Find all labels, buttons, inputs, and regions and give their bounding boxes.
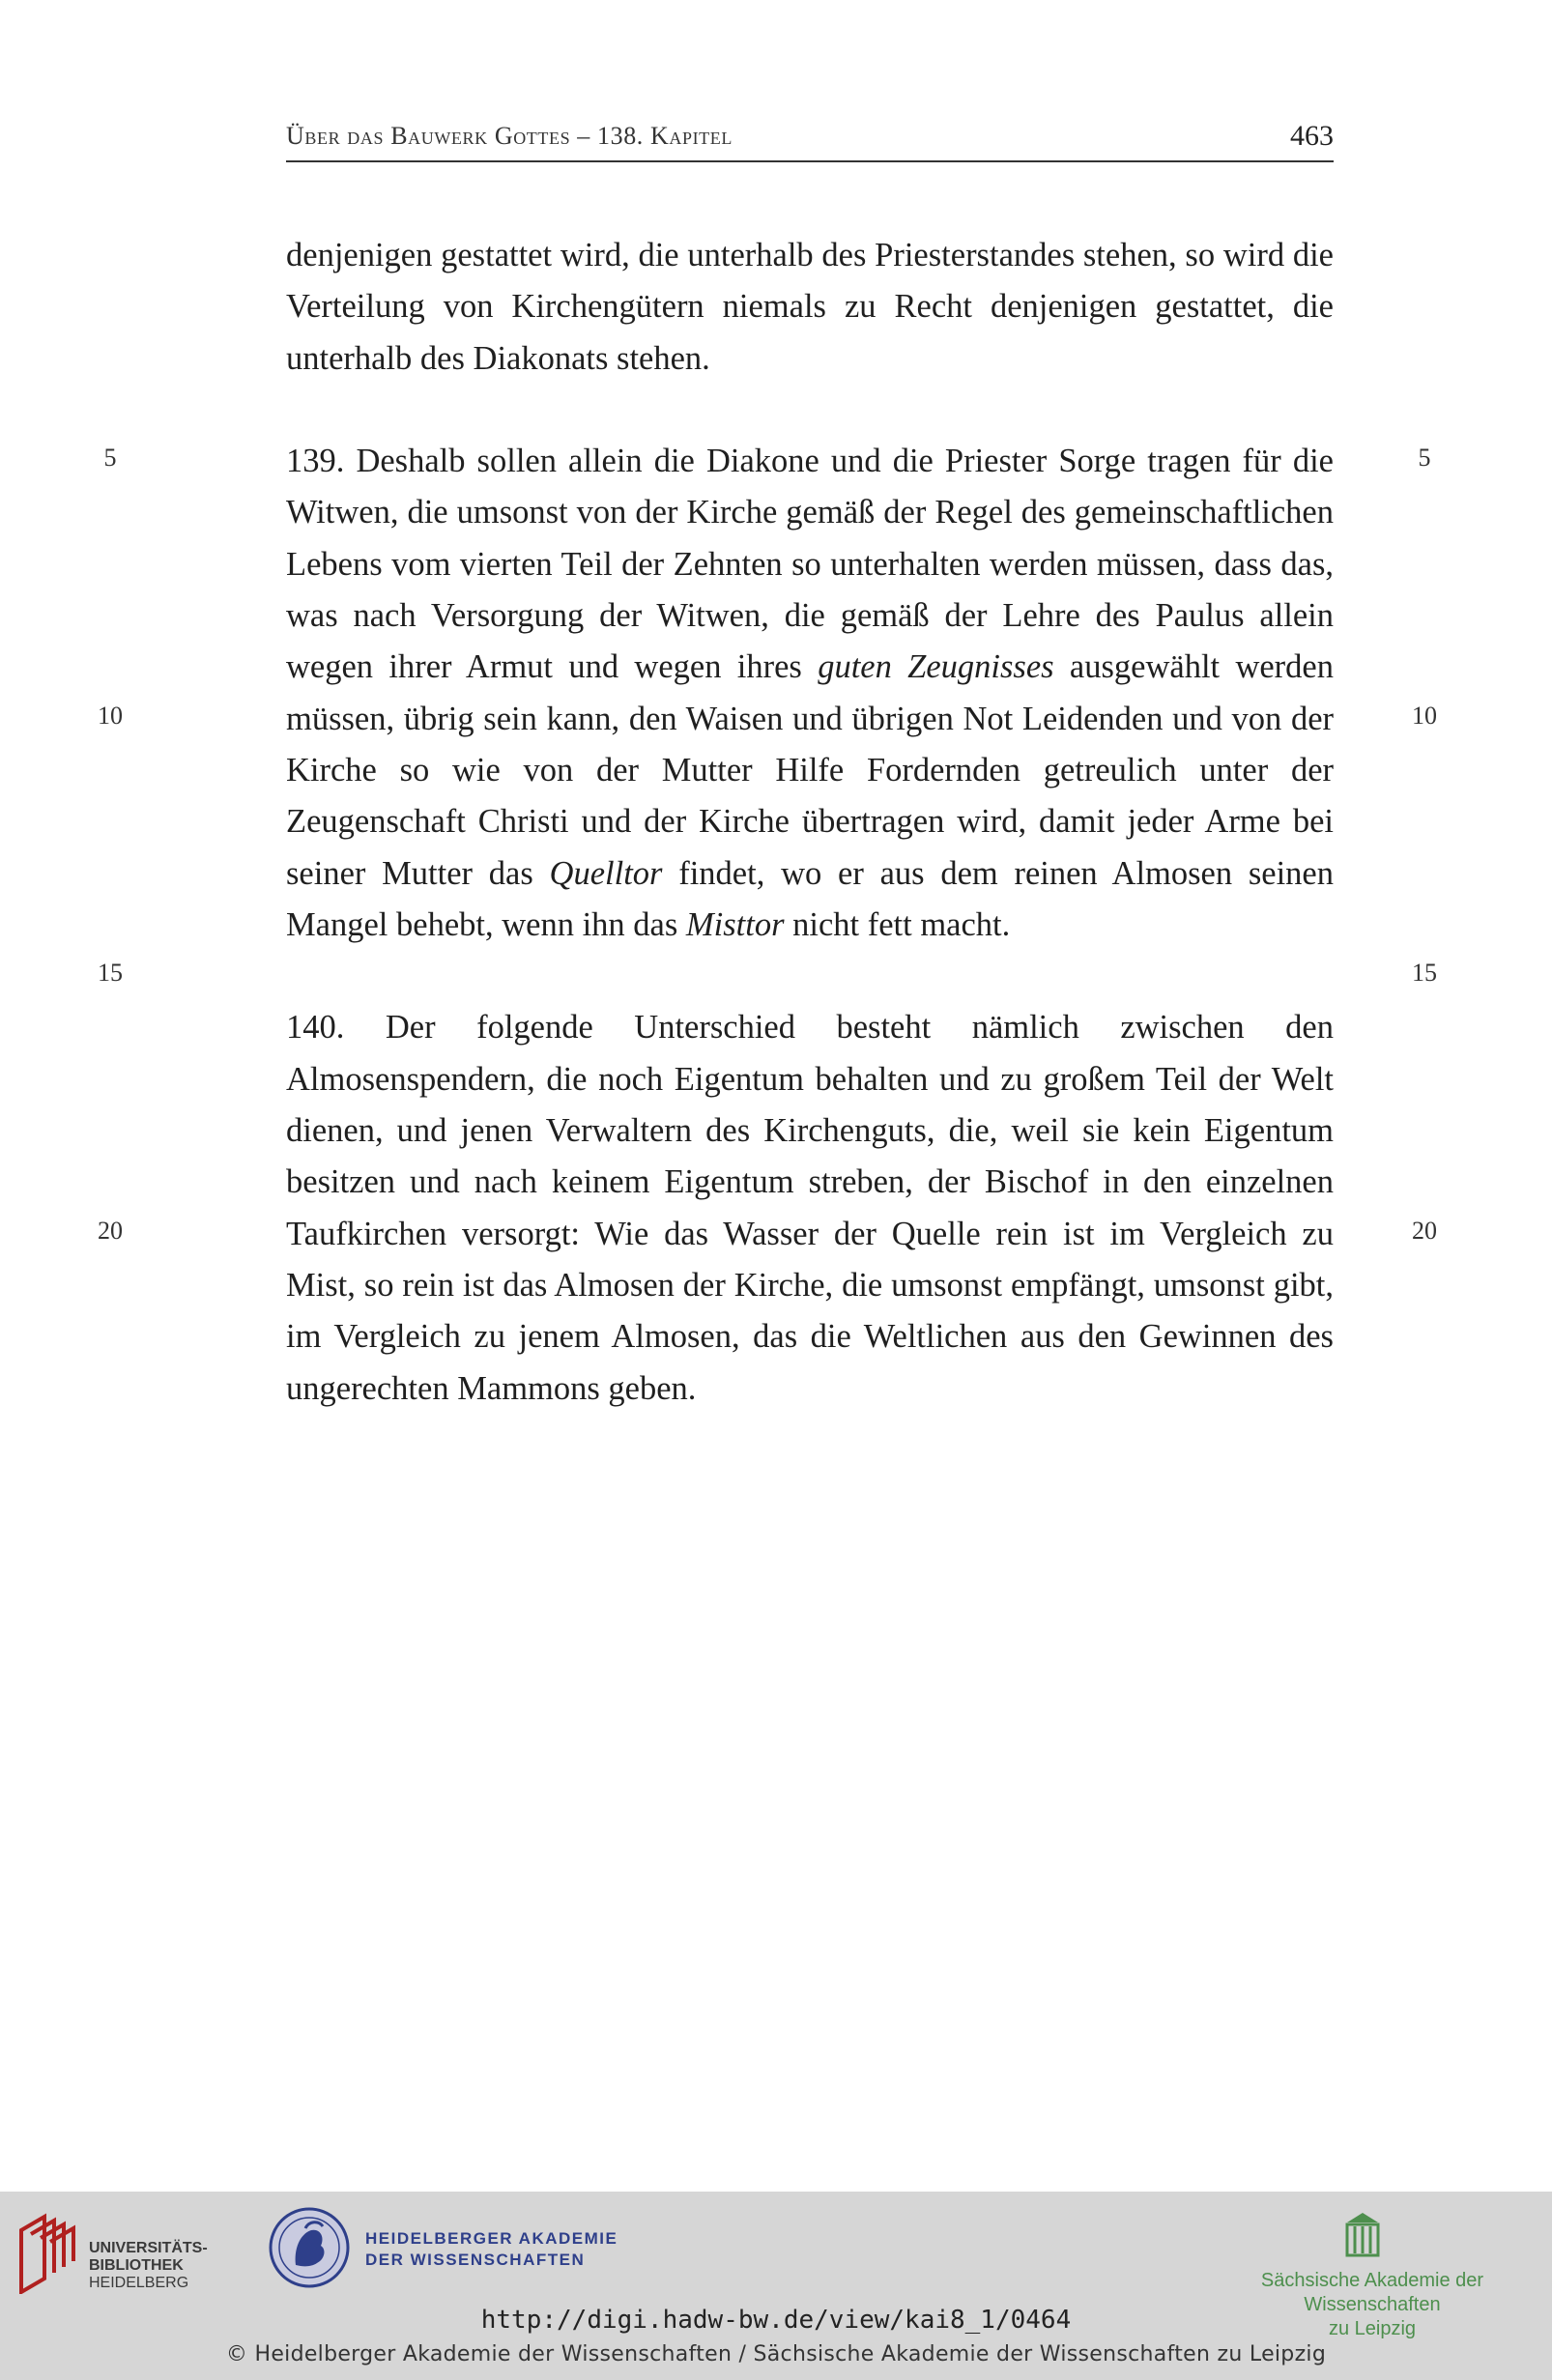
footer-bar [0,2192,1552,2380]
hadw-line-1: HEIDELBERGER AKADEMIE [365,2229,618,2248]
academy-building-icon [1343,2209,1382,2259]
saw-line-1: Sächsische Akademie der Wissenschaften [1260,2270,1484,2315]
hadw-line-2: DER WISSENSCHAFTEN [365,2251,586,2269]
page-number: 463 [1290,120,1334,152]
ub-line-1: UNIVERSITÄTS- [89,2240,208,2256]
line-number-left: 5 [103,444,117,472]
minerva-seal-icon [267,2205,352,2290]
copyright-notice: © Heidelberger Akademie der Wissenschaften / Sächsische Akademie der Wissenschaften zu Leipzig [225,2342,1327,2366]
text-run: 139. Deshalb sollen allein die Diakone und die Priester Sorge tragen für die Witwen, die umsonst von der Kirche gemäß der Regel des gemeinschaftlichen Lebens vom vierten Teil der Zehnten so unterhalten werden müssen, dass das, was nach Versorgung der Witwen, die gemäß der Lehre des Paulus allein wegen ihrer Armut und wegen ihres [286,443,1334,686]
library-building-icon [15,2211,77,2294]
line-number-right: 20 [1412,1217,1437,1245]
line-number-left: 20 [98,1217,123,1245]
text-run: findet, wo er aus dem reinen Almosen seinen Mangel behebt, wenn ihn das [286,854,1334,943]
line-number-left: 15 [98,959,123,987]
line-number-left: 10 [98,702,123,730]
academy-seal-logo[interactable] [267,2205,352,2295]
italic-text: guten Zeugnisses [818,648,1054,686]
saw-line-2: zu Leipzig [1328,2318,1417,2339]
paragraph [286,230,1334,385]
heidelberg-academy-name [365,2228,618,2271]
permalink-url[interactable]: http://digi.hadw-bw.de/view/kai8_1/0464 [480,2306,1072,2335]
ub-line-2: BIBLIOTHEK [89,2257,184,2274]
text-run: 140. Der folgende Unterschied besteht nämlich zwischen den Almosenspendern, die noch Eigentum behalten und zu großem Teil der Welt dienen, und jenen Verwaltern des Kirchenguts, die, weil sie kein Eigentum besitzen und nach keinem Eigentum streben, der Bischof in den einzelnen Taufkirchen versorgt: Wie das Wasser der Quelle rein ist im Vergleich zu Mist, so rein ist das Almosen der Kirche, die umsonst empfängt, umsonst gibt, im Vergleich zu jenem Almosen, das die Weltlichen aus den Gewinnen des ungerechten Mammons geben. [286,1009,1334,1407]
main-text [286,230,1334,1415]
line-number-right: 10 [1412,702,1437,730]
university-library-logo[interactable] [15,2211,228,2298]
university-library-name [89,2240,208,2292]
paragraph [286,1002,1334,1414]
running-title: Über das Bauwerk Gottes – 138. Kapitel [286,122,733,150]
ub-line-3: HEIDELBERG [89,2275,189,2291]
text-run: denjenigen gestattet wird, die unterhalb des Priesterstandes stehen, so wird die Verteilung von Kirchengütern niemals zu Recht denjenigen gestattet, die unterhalb des Diakonats stehen. [286,237,1334,377]
italic-text: Quelltor [549,854,663,892]
running-header [286,116,1334,162]
text-run: ausgewählt werden müssen, übrig sein kann, den Waisen und übrigen Not Leidenden und von der Kirche so wie von der Mutter Hilfe Fordernden getreulich unter der Zeugenschaft Christi und der Kirche übertragen wird, damit jeder Arme bei seiner Mutter das [286,648,1334,892]
text-run: nicht fett macht. [784,905,1011,943]
italic-text: Misttor [685,905,785,943]
paragraph [286,436,1334,951]
line-number-right: 5 [1418,444,1431,472]
saxon-academy-logo[interactable] [1343,2209,1382,2264]
line-number-right: 15 [1412,959,1437,987]
